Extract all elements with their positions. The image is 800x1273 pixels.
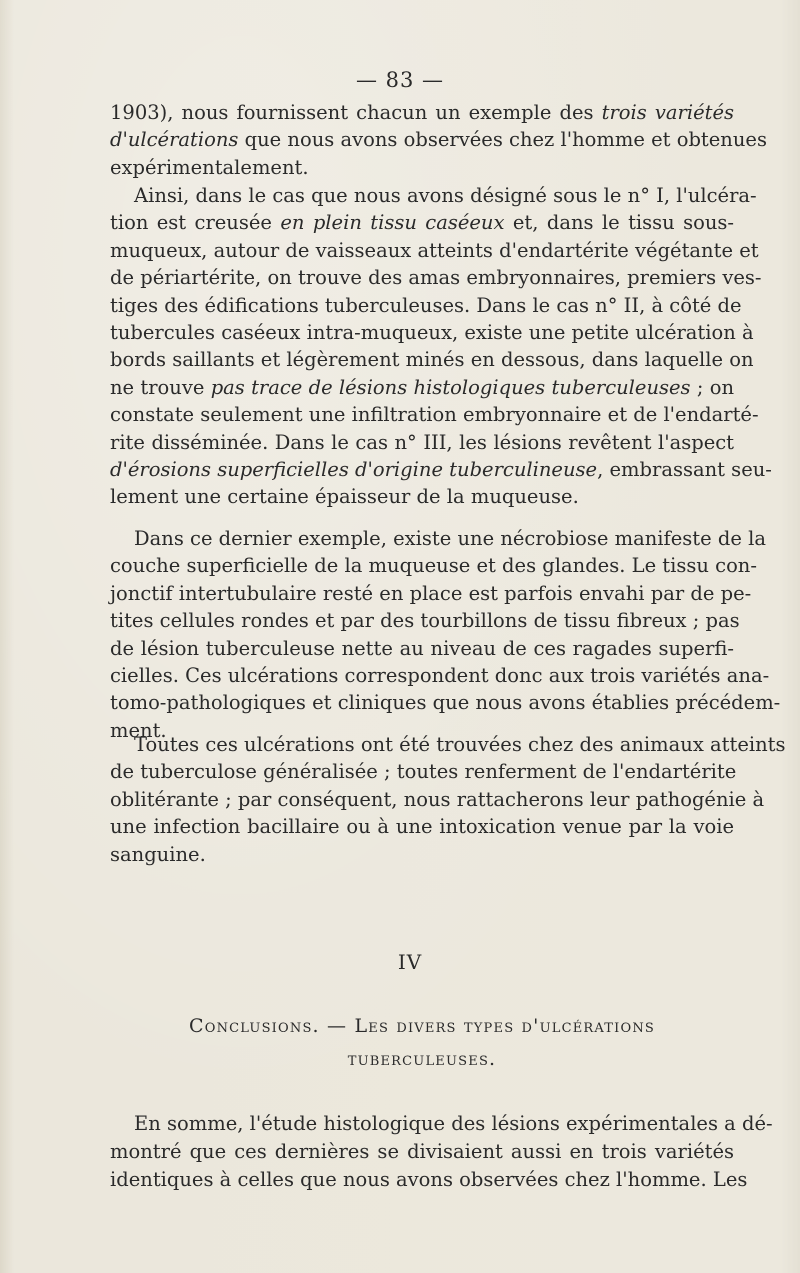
text-line: muqueux, autour de vaisseaux atteints d'endartérite végétante et: [110, 238, 759, 262]
italic-text: trois variétés: [601, 101, 734, 124]
italic-text: d'érosions superficielles d'origine tuberculineuse: [110, 458, 598, 482]
text-line: sanguine.: [110, 842, 206, 866]
text-line: bords saillants et légèrement minés en dessous, dans laquelle on: [110, 348, 754, 372]
text-line: de lésion tuberculeuse nette au niveau de ces ragades superfi-: [110, 636, 734, 660]
paragraph-2: [110, 182, 772, 511]
text-line: lement une certaine épaisseur de la muqueuse.: [110, 485, 579, 509]
text-line: identiques à celles que nous avons observées chez l'homme. Les: [110, 1168, 748, 1191]
text-line: 1903), nous fournissent chacun un exemple des trois variétés: [110, 101, 734, 124]
section-title-line-1: Conclusions. — Les divers types d'ulcérations: [188, 1015, 656, 1037]
text-line: une infection bacillaire ou à une intoxication venue par la voie: [110, 815, 734, 839]
italic-text: d'ulcérations: [110, 128, 239, 152]
text-line: En somme, l'étude histologique des lésions expérimentales a dé-: [134, 1112, 773, 1135]
text-line: jonctif intertubulaire resté en place est parfois envahi par de pe-: [110, 581, 752, 605]
italic-text: pas trace de lésions histologiques tuberculeuses: [210, 375, 691, 399]
text-line: d'ulcérations que nous avons observées chez l'homme et obtenues: [110, 128, 767, 152]
paragraph-5: [110, 1110, 773, 1194]
text-line: montré que ces dernières se divisaient aussi en trois variétés: [110, 1140, 734, 1163]
text-line: tubercules caséeux intra-muqueux, existe une petite ulcération à: [110, 321, 754, 345]
italic-text: en plein tissu caséeux: [280, 211, 505, 235]
text-line: Toutes ces ulcérations ont été trouvées chez des animaux atteints: [134, 733, 786, 756]
text-line: ne trouve pas trace de lésions histologiques tuberculeuses ; on: [110, 375, 735, 399]
text-line: couche superficielle de la muqueuse et des glandes. Le tissu con-: [110, 554, 757, 578]
text-line: Ainsi, dans le cas que nous avons désigné sous le n° I, l'ulcéra-: [134, 184, 757, 207]
text-line: d'érosions superficielles d'origine tuberculineuse, embrassant seu-: [110, 458, 772, 482]
text-line: cielles. Ces ulcérations correspondent donc aux trois variétés ana-: [110, 664, 770, 688]
section-title-line-2: tuberculeuses.: [347, 1048, 497, 1070]
section-title: [110, 1010, 734, 1076]
text-line: tomo-pathologiques et cliniques que nous avons établies précédem-: [110, 691, 781, 715]
text-line: oblitérante ; par conséquent, nous rattacherons leur pathogénie à: [110, 787, 765, 811]
text-line: Dans ce dernier exemple, existe une nécrobiose manifeste de la: [134, 527, 766, 550]
text-line: ment.: [110, 718, 167, 742]
text-line: de périartérite, on trouve des amas embryonnaires, premiers ves-: [110, 266, 762, 290]
text-line: tion est creusée en plein tissu caséeux et, dans le tissu sous-: [110, 211, 734, 235]
text-line: expérimentalement.: [110, 155, 309, 179]
text-line: de tuberculose généralisée ; toutes renferment de l'endartérite: [110, 760, 737, 784]
paragraph-4: [110, 731, 786, 868]
text-line: tites cellules rondes et par des tourbillons de tissu fibreux ; pas: [110, 609, 740, 633]
text-line: constate seulement une infiltration embryonnaire et de l'endarté-: [110, 403, 759, 427]
paragraph-3: [110, 525, 781, 744]
paragraph-1: [110, 99, 767, 181]
section-number: IV: [397, 950, 423, 974]
text-line: rite disséminée. Dans le cas n° III, les lésions revêtent l'aspect: [110, 430, 734, 454]
text-line: tiges des édifications tuberculeuses. Dans le cas n° II, à côté de: [110, 293, 742, 317]
page-number: — 83 —: [355, 68, 445, 92]
